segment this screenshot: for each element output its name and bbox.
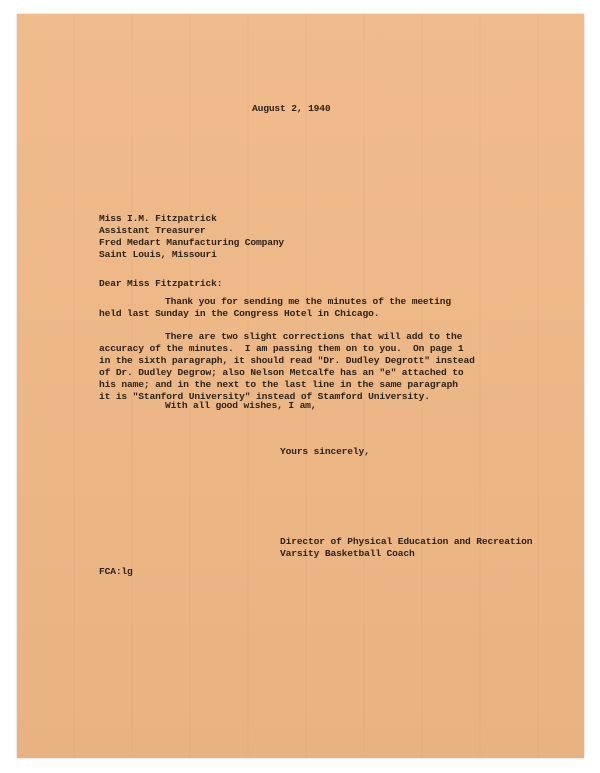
paragraph-line: Thank you for sending me the minutes of the meeting — [165, 296, 451, 307]
paragraph-line: in the sixth paragraph, it should read "Dr. Dudley Degrott" instead — [99, 355, 475, 366]
closing: Yours sincerely, — [280, 446, 370, 457]
paragraph-line: accuracy of the minutes. I am passing them on to you. On page 1 — [99, 343, 464, 354]
signature-title: Director of Physical Education and Recreation — [280, 536, 533, 547]
recipient-title: Assistant Treasurer — [99, 225, 206, 236]
typist-initials: FCA:lg — [99, 566, 133, 577]
recipient-city: Saint Louis, Missouri — [99, 249, 217, 260]
letter-paper — [17, 14, 584, 758]
paragraph-line: it is "Stanford University" instead of Stamford University. — [99, 391, 430, 402]
letter-date: August 2, 1940 — [252, 103, 331, 114]
paragraph-line: There are two slight corrections that will add to the — [165, 331, 463, 342]
paragraph-line: of Dr. Dudley Degrow; also Nelson Metcalfe has an "e" attached to — [99, 367, 464, 378]
recipient-company: Fred Medart Manufacturing Company — [99, 237, 285, 248]
closing-wish: With all good wishes, I am, — [165, 400, 317, 411]
recipient-name: Miss I.M. Fitzpatrick — [99, 213, 217, 224]
salutation: Dear Miss Fitzpatrick: — [99, 278, 223, 289]
paragraph-line: held last Sunday in the Congress Hotel in Chicago. — [99, 308, 380, 319]
signature-subtitle: Varsity Basketball Coach — [280, 548, 415, 559]
paragraph-line: his name; and in the next to the last line in the same paragraph — [99, 379, 458, 390]
